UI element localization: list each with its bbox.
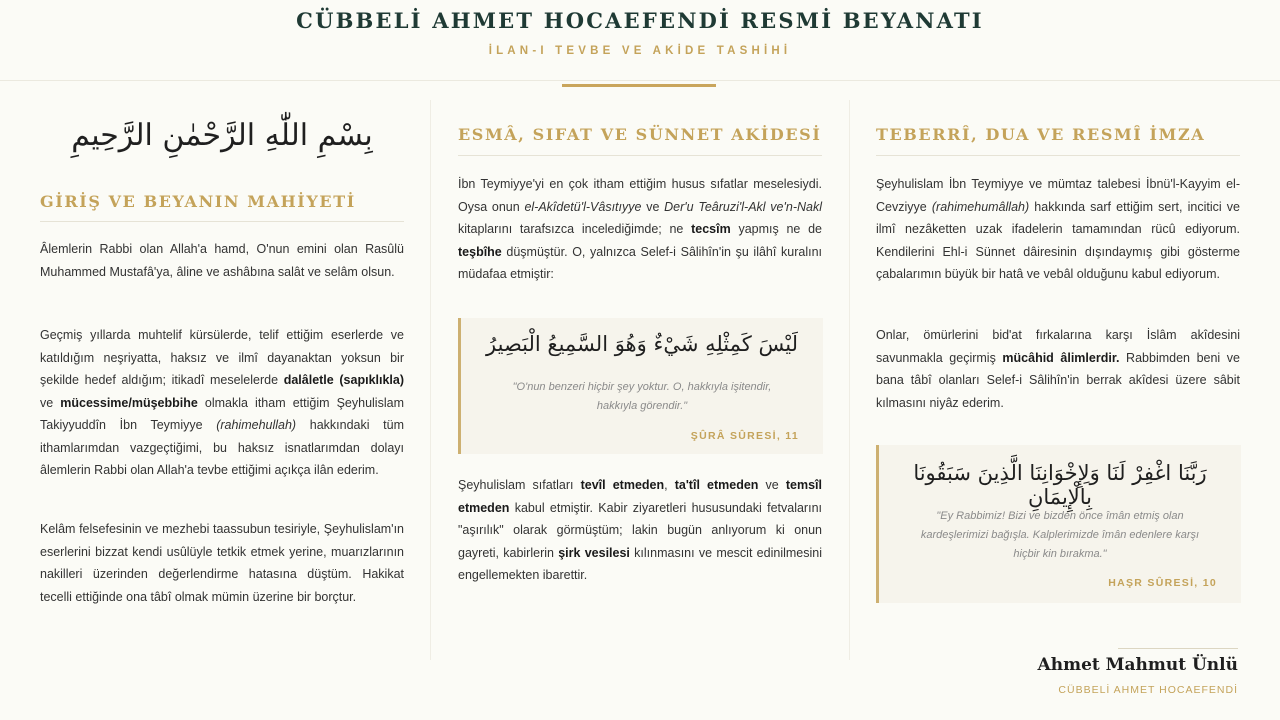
akide-paragraph-2: Şeyhulislam sıfatları tevîl etmeden, ta'tîl etmeden ve temsîl etmeden kabul etmiştir. Kabir ziyaretleri hususundaki fetvalarını "aşırılık" olarak görmüştüm; lakin bugün anlıyorum ki onun gayreti, kabirlerin şirk vesilesi kılınmasını ve mescit edinilmesini engellemekten ibarettir. bbox=[458, 478, 822, 582]
quote-translation: "Ey Rabbimiz! Bizi ve bizden önce îmân etmiş olan kardeşlerimizi bağışla. Kalplerimizde îmân edenlere karşı hiçbir kin bırakma." bbox=[920, 510, 1200, 560]
section-title-akide: ESMÂ, SIFAT VE SÜNNET AKİDESİ bbox=[458, 125, 822, 144]
section-divider bbox=[458, 155, 822, 156]
signature-line bbox=[1118, 648, 1238, 649]
quote-box-shura bbox=[458, 318, 823, 454]
quote-reference: ŞÛRÂ SÛRESİ, 11 bbox=[690, 430, 799, 442]
section-title-teberri: TEBERRÎ, DUA VE RESMÎ İMZA bbox=[876, 125, 1206, 144]
signature-name: Ahmet Mahmut Ünlü bbox=[1037, 655, 1238, 675]
signature-title: CÜBBELİ AHMET HOCAEFENDİ bbox=[1058, 684, 1238, 696]
quote-reference: HAŞR SÛRESİ, 10 bbox=[1108, 577, 1217, 589]
teberri-paragraph-1: Şeyhulislam İbn Teymiyye ve mümtaz talebesi İbnü'l-Kayyim el-Cevziyye (rahimehumâllah) hakkında sarf ettiğim sert, incitici ve ilmî nezâketten uzak ifadelerin tamamından rücû ediyorum. Kendilerini Ehl-i Sünnet dâiresinin dışındaymış gibi gösterme çabalarımın büyük bir hatâ ve vebâl olduğunu kabul ediyorum. bbox=[876, 177, 1240, 281]
intro-paragraph-3: Kelâm felsefesinin ve mezhebi taassubun tesiriyle, Şeyhulislam'ın eserlerini bizzat kendi usûlüyle tetkik etmek yerine, muarızlarının nakilleri üzerinden değerlendirme hatasına düştüm. Hakikat tecelli ettiğinde ona tâbî olmak mümin üzerine bir borçtur. bbox=[40, 522, 404, 604]
quote-translation: "O'nun benzeri hiçbir şey yoktur. O, hakkıyla işitendir, hakkıyla görendir." bbox=[512, 381, 772, 412]
page-subtitle: İLAN-I TEVBE VE AKİDE TASHİHİ bbox=[488, 45, 792, 57]
quote-arabic: لَيْسَ كَمِثْلِهِ شَيْءٌ وَهُوَ السَّمِيعُ الْبَصِيرُ bbox=[486, 332, 798, 356]
column-divider bbox=[430, 100, 431, 660]
intro-paragraph-2: Geçmiş yıllarda muhtelif kürsülerde, telif ettiğim eserlerde ve katıldığım neşriyatta, haksız ve ilmî dayanaktan yoksun bir şekilde hedef aldığım; itikadî meselelerde dalâletle (sapıklıkla) ve mücessime/müşebbihe olmakla itham ettiğim Şeyhulislam Takiyyuddîn İbn Teymiyye (rahimehullah) hakkındaki tüm ithamlarımdan vazgeçtiğimi, bu haksız isnatlarımdan dolayı âlemlerin Rabbi olan Allah'a tevbe ettiğimi açıkça ilân ederim. bbox=[40, 328, 404, 477]
bismillah-calligraphy: بِسْمِ اللّٰهِ الرَّحْمٰنِ الرَّحِيمِ bbox=[71, 118, 373, 153]
quote-box-hashr bbox=[876, 445, 1241, 603]
column-divider bbox=[849, 100, 850, 660]
page-header bbox=[0, 0, 1280, 88]
intro-paragraph-1: Âlemlerin Rabbi olan Allah'a hamd, O'nun emini olan Rasûlü Muhammed Mustafâ'ya, âline ve ashâbına salât ve selâm olsun. bbox=[40, 242, 404, 279]
teberri-paragraph-2: Onlar, ömürlerini bid'at fırkalarına karşı İslâm akîdesini savunmakla geçirmiş mücâhid âlimlerdir. Rabbimden beni ve bana tâbî olanları Selef-i Sâlihîn'in berrak akîdesi üzere sâbit kılmasını niyâz ederim. bbox=[876, 328, 1240, 410]
section-divider bbox=[40, 221, 404, 222]
gold-accent-bar bbox=[562, 84, 716, 87]
section-divider bbox=[876, 155, 1240, 156]
page-title: CÜBBELİ AHMET HOCAEFENDİ RESMİ BEYANATI bbox=[296, 8, 984, 33]
akide-paragraph-1: İbn Teymiyye'yi en çok itham ettiğim husus sıfatlar meselesiydi. Oysa onun el-Akîdetü'l-Vâsıtıyye ve Der'u Teâruzi'l-Akl ve'n-Nakl kitaplarını tarafsızca incelediğimde; ne tecsîm yapmış ne de teşbîhe düşmüştür. O, yalnızca Selef-i Sâlihîn'in şu ilâhî kuralını müdafaa etmiştir: bbox=[458, 177, 822, 281]
quote-arabic: رَبَّنَا اغْفِرْ لَنَا وَلِإِخْوَانِنَا الَّذِينَ سَبَقُونَا بِالْإِيمَانِ bbox=[913, 461, 1207, 509]
header-divider bbox=[0, 80, 1280, 81]
section-title-intro: GİRİŞ VE BEYANIN MAHİYETİ bbox=[40, 192, 356, 211]
